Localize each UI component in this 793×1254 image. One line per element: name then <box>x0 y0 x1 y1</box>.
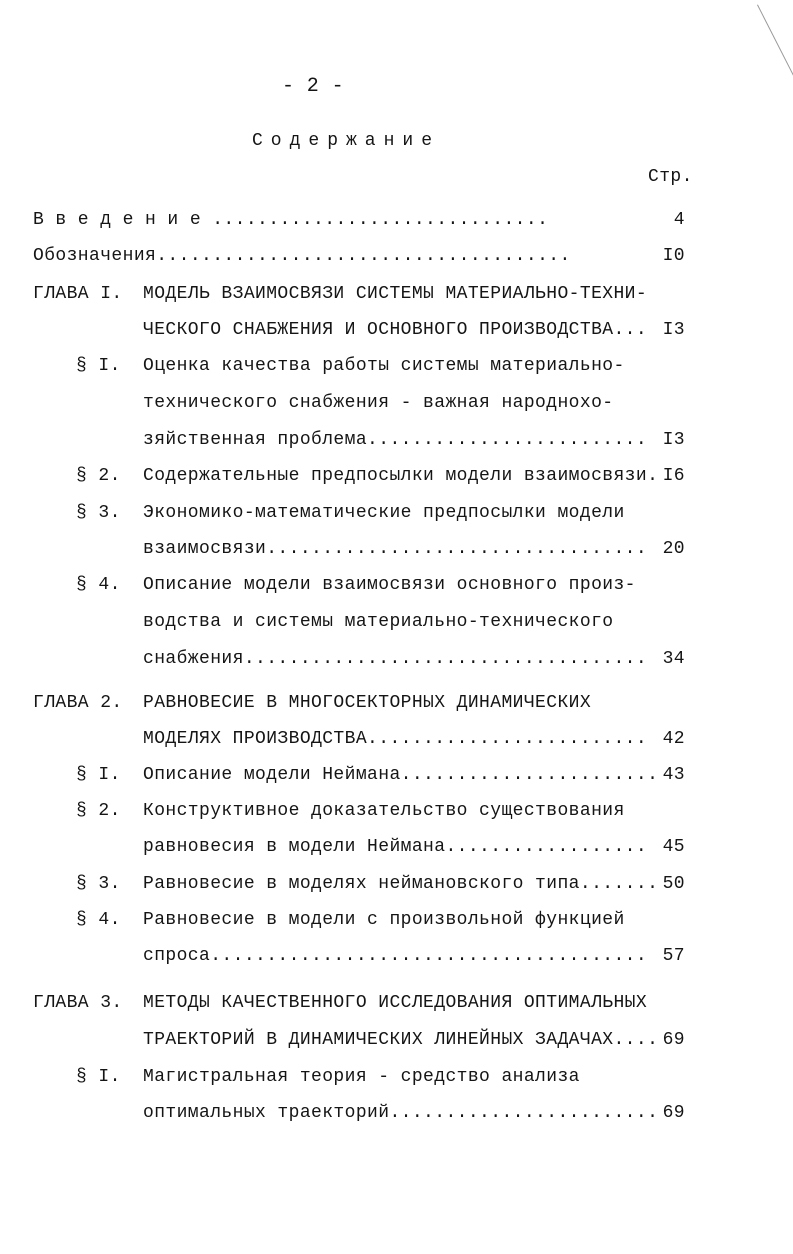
section-label: § I. <box>76 1067 121 1087</box>
toc-entry-text: водства и системы материально-технического <box>143 612 614 632</box>
toc-entry-text: Экономико-математические предпосылки модели <box>143 503 625 523</box>
toc-page-number: 69 <box>662 1103 685 1123</box>
page-number: - 2 - <box>282 75 345 98</box>
section-label: § 2. <box>76 466 121 486</box>
toc-page-number: 69 <box>662 1030 685 1050</box>
toc-entry-text: В в е д е н и е .............................. <box>33 210 549 230</box>
section-label: § I. <box>76 356 121 376</box>
page-title: Содержание <box>252 131 441 151</box>
toc-entry-text: Равновесие в модели с произвольной функцией <box>143 910 625 930</box>
section-label: § I. <box>76 765 121 785</box>
toc-entry-text: МОДЕЛЬ ВЗАИМОСВЯЗИ СИСТЕМЫ МАТЕРИАЛЬНО-ТЕХНИ- <box>143 284 648 304</box>
toc-entry-text: оптимальных траекторий........................ <box>143 1103 659 1123</box>
toc-page-number: I3 <box>662 430 685 450</box>
section-label: § 4. <box>76 575 121 595</box>
toc-entry-text: ЧЕСКОГО СНАБЖЕНИЯ И ОСНОВНОГО ПРОИЗВОДСТВА... <box>143 320 648 340</box>
toc-entry-text: зяйственная проблема......................... <box>143 430 648 450</box>
scan-mark <box>757 5 793 91</box>
toc-entry-text: РАВНОВЕСИЕ В МНОГОСЕКТОРНЫХ ДИНАМИЧЕСКИХ <box>143 693 592 713</box>
page-column-label: Стр. <box>648 167 693 187</box>
toc-entry-text: ТРАЕКТОРИЙ В ДИНАМИЧЕСКИХ ЛИНЕЙНЫХ ЗАДАЧАХ.... <box>143 1030 659 1050</box>
chapter-label: ГЛАВА I. <box>33 284 123 304</box>
toc-page-number: 34 <box>662 649 685 669</box>
toc-page-number: 45 <box>662 837 685 857</box>
toc-entry-text: Конструктивное доказательство существования <box>143 801 625 821</box>
section-label: § 4. <box>76 910 121 930</box>
toc-page-number: 42 <box>662 729 685 749</box>
toc-entry-text: Магистральная теория - средство анализа <box>143 1067 580 1087</box>
toc-entry-text: снабжения.................................... <box>143 649 648 669</box>
section-label: § 3. <box>76 503 121 523</box>
toc-entry-text: равновесия в модели Неймана.................. <box>143 837 648 857</box>
toc-entry-text: спроса....................................... <box>143 946 648 966</box>
toc-page-number: 43 <box>662 765 685 785</box>
toc-entry-text: МОДЕЛЯХ ПРОИЗВОДСТВА......................... <box>143 729 648 749</box>
toc-page-number: I3 <box>662 320 685 340</box>
toc-entry-text: МЕТОДЫ КАЧЕСТВЕННОГО ИССЛЕДОВАНИЯ ОПТИМАЛЬНЫХ <box>143 993 648 1013</box>
toc-page-number: 50 <box>662 874 685 894</box>
chapter-label: ГЛАВА 3. <box>33 993 123 1013</box>
toc-page-number: 4 <box>673 210 685 230</box>
toc-entry-text: Равновесие в моделях неймановского типа....... <box>143 874 659 894</box>
toc-entry-text: Описание модели взаимосвязи основного произ- <box>143 575 636 595</box>
toc-entry-text: Описание модели Неймана....................... <box>143 765 659 785</box>
toc-entry-text: взаимосвязи.................................. <box>143 539 648 559</box>
toc-entry-text: технического снабжения - важная народнохо- <box>143 393 614 413</box>
toc-page-number: I0 <box>662 246 685 266</box>
chapter-label: ГЛАВА 2. <box>33 693 123 713</box>
toc-entry-text: Содержательные предпосылки модели взаимосвязи. <box>143 466 659 486</box>
toc-page-number: 57 <box>662 946 685 966</box>
section-label: § 2. <box>76 801 121 821</box>
toc-page-number: 20 <box>662 539 685 559</box>
toc-page-number: I6 <box>662 466 685 486</box>
toc-entry-text: Обозначения..................................... <box>33 246 571 266</box>
toc-entry-text: Оценка качества работы системы материально- <box>143 356 625 376</box>
section-label: § 3. <box>76 874 121 894</box>
